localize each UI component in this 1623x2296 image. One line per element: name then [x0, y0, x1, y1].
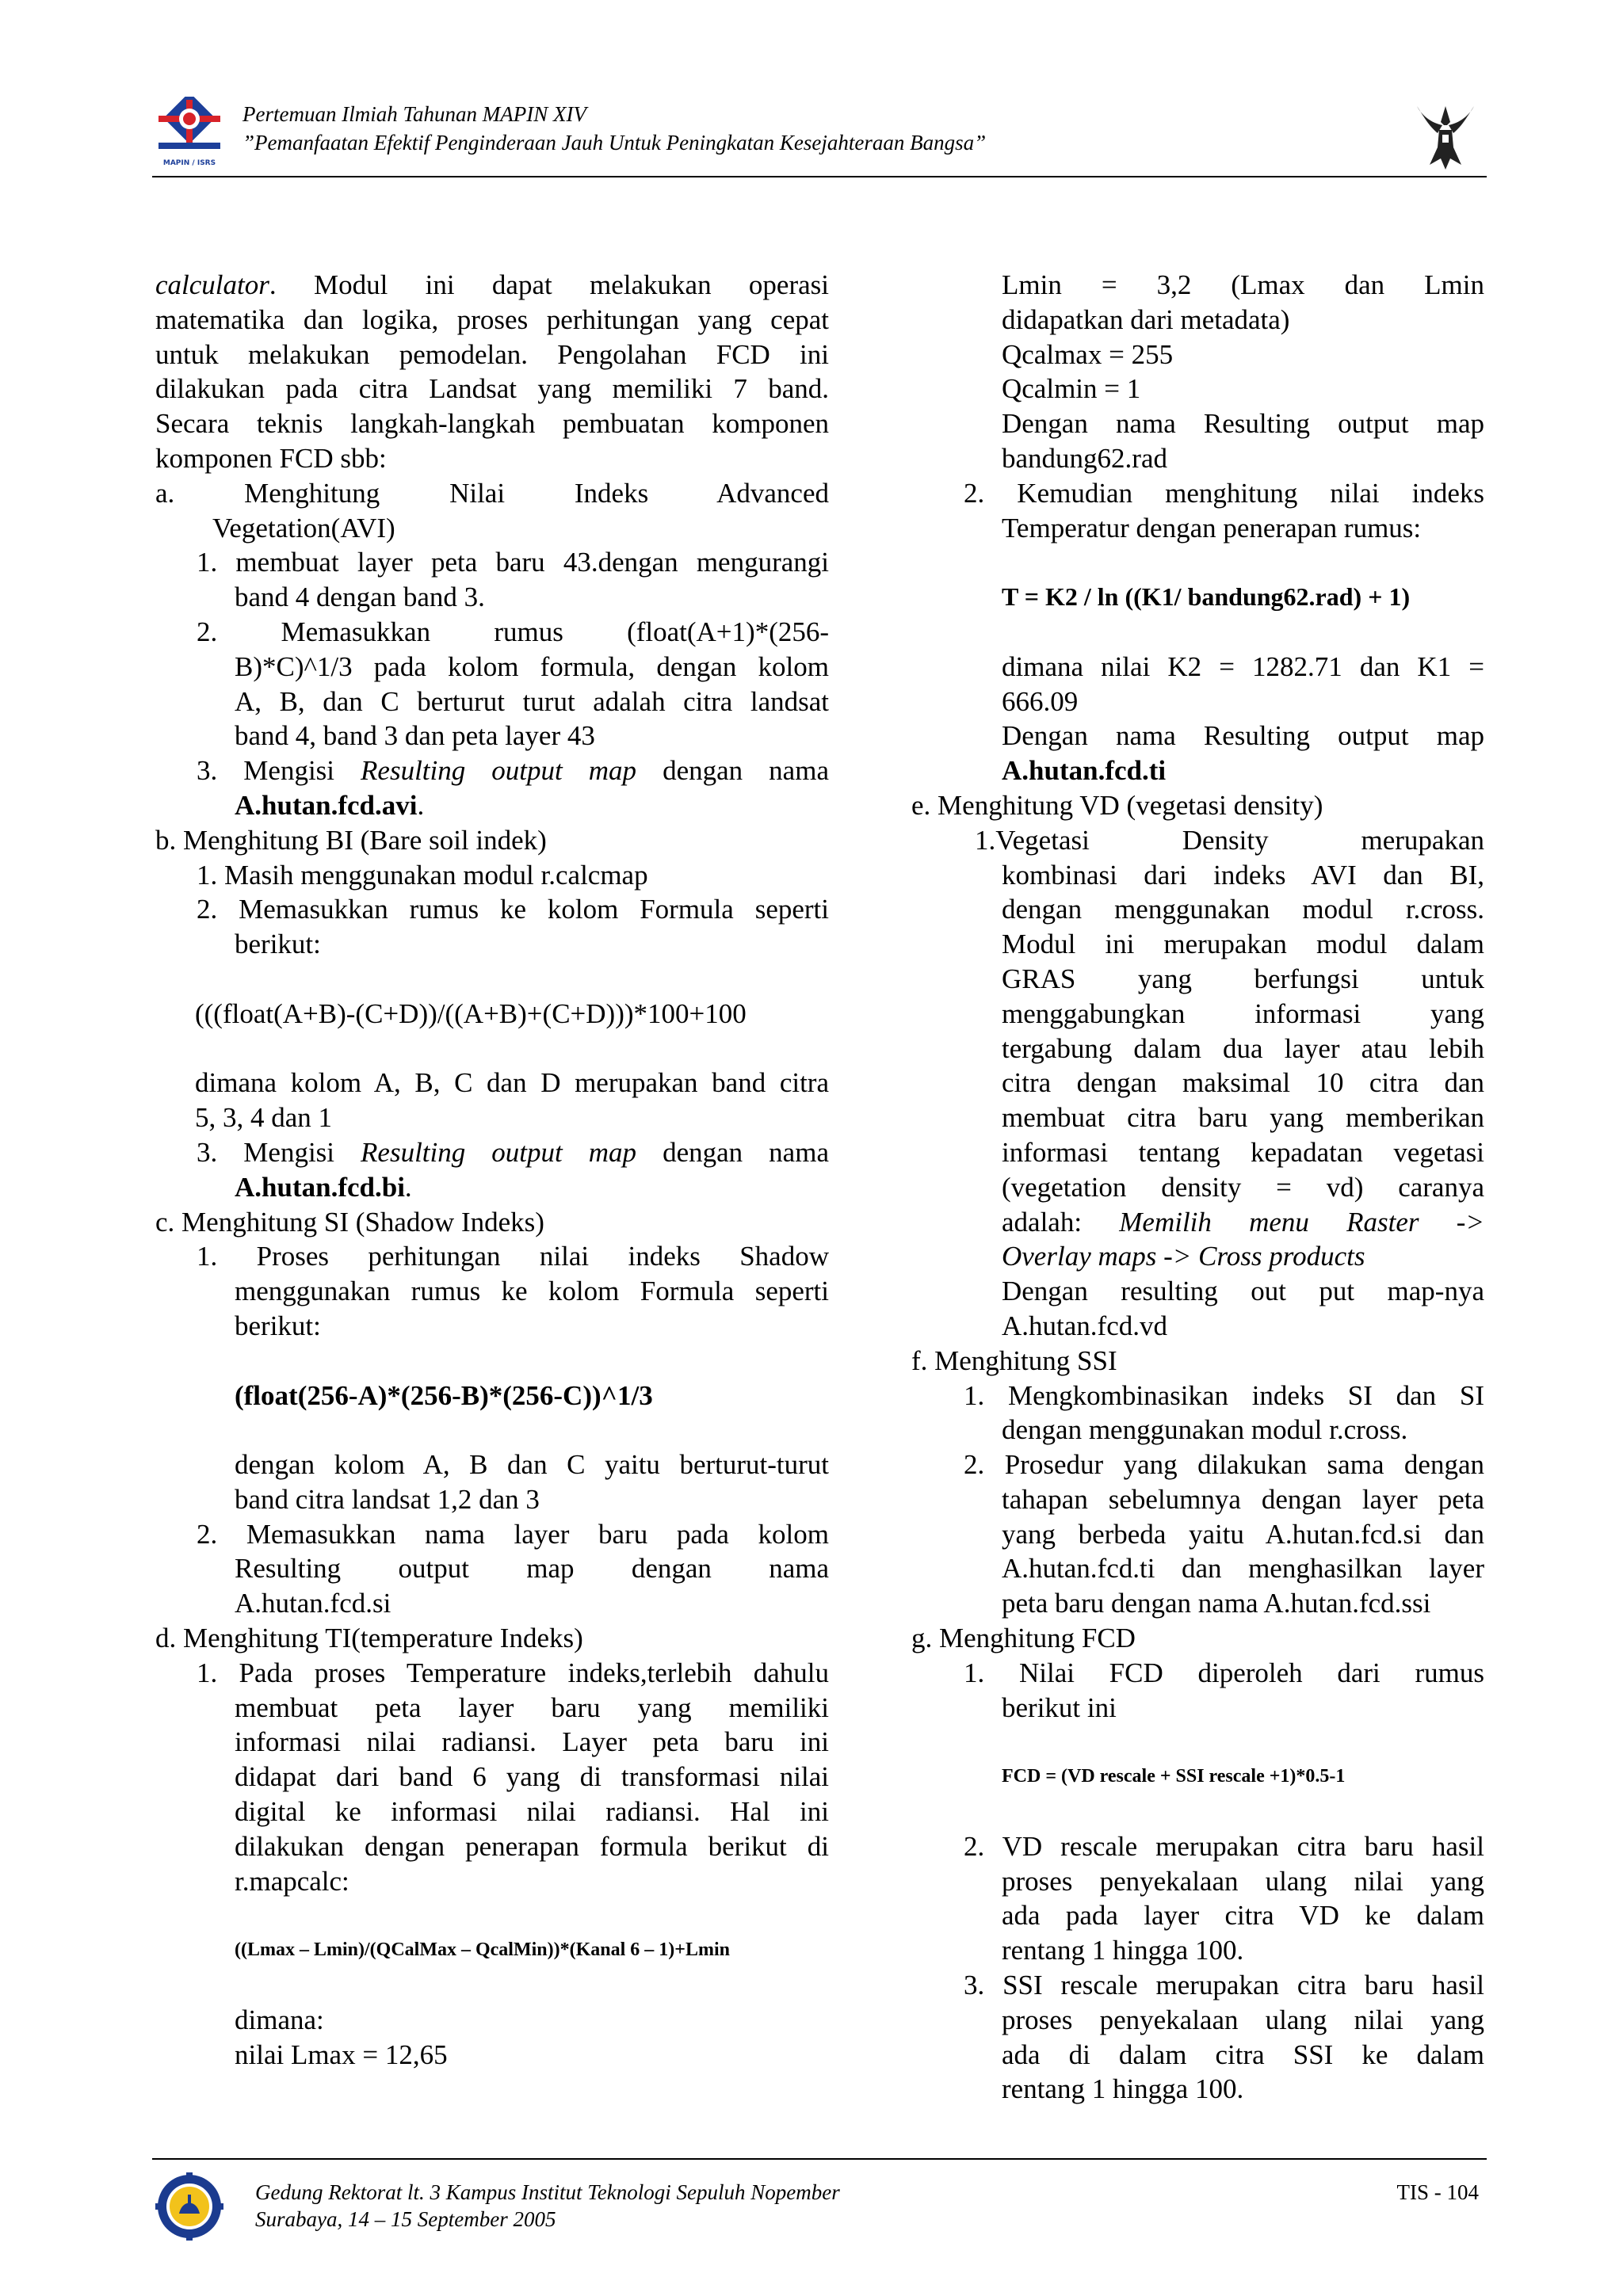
list-item-cont: band 4, band 3 dan peta layer 43 [235, 720, 595, 752]
list-item-cont: dilakukan dengan penerapan formula berikut di [235, 1830, 829, 1862]
paragraph-line: dengan kolom A, B dan C yaitu berturut-turut [235, 1449, 829, 1481]
conference-title: Pertemuan Ilmiah Tahunan MAPIN XIV [242, 102, 586, 126]
list-item-cont: kombinasi dari indeks AVI dan BI, [1002, 859, 1484, 891]
list-item-cont: didapat dari band 6 yang di transformasi nilai [235, 1761, 829, 1793]
list-item-cont: ada pada layer citra VD ke dalam [1002, 1900, 1484, 1932]
paragraph-line: band citra landsat 1,2 dan 3 [235, 1483, 540, 1515]
list-item-cont: A.hutan.fcd.vd [1002, 1310, 1167, 1341]
list-item: 2. Memasukkan rumus ke kolom Formula seperti [197, 894, 829, 925]
spacer [155, 1032, 829, 1066]
paragraph-line: dimana kolom A, B, C dan D merupakan band citra [195, 1067, 829, 1099]
header-rule [152, 176, 1487, 177]
list-item-cont: membuat peta layer baru yang memiliki [235, 1691, 829, 1723]
paragraph-line: Dengan nama Resulting output map [1002, 408, 1484, 440]
spacer [911, 1794, 1484, 1829]
formula: ((Lmax – Lmin)/(QCalMax – QcalMin))*(Kanal 6 – 1)+Lmin [235, 1939, 730, 1961]
list-item-cont: tergabung dalam dua layer atau lebih [1002, 1032, 1484, 1064]
paragraph-line: didapatkan dari metadata) [1002, 303, 1290, 335]
right-column [911, 268, 1484, 2107]
formula: FCD = (VD rescale + SSI rescale +1)*0.5-1 [1002, 1766, 1346, 1787]
list-item: 1. membuat layer peta baru 43.dengan mengurangi [197, 547, 829, 578]
list-item: 3. SSI rescale merupakan citra baru hasil [964, 1970, 1484, 2001]
footer-address [255, 2179, 840, 2233]
list-item-cont: dengan menggunakan modul r.cross. [1002, 1414, 1408, 1446]
text: dengan nama [636, 1136, 829, 1168]
spacer [911, 1725, 1484, 1760]
list-item: 2. Memasukkan rumus (float(A+1)*(256- [197, 616, 829, 647]
text: adalah: [1002, 1206, 1120, 1238]
list-item-cont: band 4 dengan band 3. [235, 582, 485, 613]
paragraph-line: Lmin = 3,2 (Lmax dan Lmin [1002, 269, 1484, 300]
paragraph-line: 5, 3, 4 dan 1 [195, 1102, 333, 1134]
list-item-cont: proses penyekalaan ulang nilai yang [1002, 1865, 1484, 1897]
section-a-heading-cont: Vegetation(AVI) [212, 512, 395, 543]
conference-theme: ”Pemanfaatan Efektif Penginderaan Jauh Untuk Peningkatan Kesejahteraan Bangsa” [242, 131, 987, 154]
text: . Modul ini dapat melakukan operasi [269, 269, 829, 300]
section-a-heading: a. Menghitung Nilai Indeks Advanced [155, 477, 829, 509]
list-item: 2. Memasukkan nama layer baru pada kolom [197, 1518, 829, 1550]
list-item: 2. Kemudian menghitung nilai indeks [964, 477, 1484, 509]
paragraph-line: bandung62.rad [1002, 442, 1167, 474]
list-item-cont: informasi tentang kepadatan vegetasi [1002, 1136, 1484, 1168]
list-item: 1. Nilai FCD diperoleh dari rumus [964, 1657, 1484, 1688]
paragraph-line: Dengan nama Resulting output map [1002, 720, 1484, 752]
list-item-cont: Dengan resulting out put map-nya [1002, 1276, 1484, 1307]
list-item-cont: membuat citra baru yang memberikan [1002, 1102, 1484, 1134]
list-item-cont: Temperatur dengan penerapan rumus: [1002, 512, 1422, 543]
list-item: 1. Pada proses Temperature indeks,terlebih dahulu [197, 1657, 829, 1688]
section-c-heading: c. Menghitung SI (Shadow Indeks) [155, 1206, 544, 1238]
formula: (((float(A+B)-(C+D))/((A+B)+(C+D)))*100+100 [195, 997, 747, 1029]
list-item-cont: menggunakan rumus ke kolom Formula seperti [235, 1276, 829, 1307]
list-item [155, 753, 829, 788]
list-item-cont: ada di dalam citra SSI ke dalam [1002, 2039, 1484, 2070]
garuda-emblem-icon [1412, 98, 1479, 174]
paragraph-line: Qcalmax = 255 [1002, 338, 1174, 370]
list-item-cont: menggabungkan informasi yang [1002, 997, 1484, 1029]
its-logo-icon [155, 2172, 223, 2241]
list-item: 2. VD rescale merupakan citra baru hasil [964, 1830, 1484, 1862]
list-item-cont: peta baru dengan nama A.hutan.fcd.ssi [1002, 1588, 1431, 1619]
list-item-cont: berikut: [235, 1310, 321, 1341]
paragraph-line: dimana: [235, 2004, 324, 2035]
page-header [152, 92, 1487, 177]
page-number: TIS - 104 [1396, 2180, 1479, 2204]
list-item-cont: B)*C)^1/3 pada kolom formula, dengan kolom [235, 650, 829, 682]
paragraph-line: untuk melakukan pemodelan. Pengolahan FCD ini [155, 338, 829, 370]
section-e-heading: e. Menghitung VD (vegetasi density) [911, 789, 1323, 821]
italic-term: Resulting output map [361, 1136, 637, 1168]
text: . [417, 789, 425, 821]
list-item-cont: dengan menggunakan modul r.cross. [1002, 894, 1484, 925]
list-item-cont: Resulting output map dengan nama [235, 1553, 829, 1585]
list-item-cont [911, 1205, 1484, 1240]
list-item-cont: proses penyekalaan ulang nilai yang [1002, 2004, 1484, 2035]
paragraph-line: dimana nilai K2 = 1282.71 dan K1 = [1002, 650, 1484, 682]
list-item [155, 1135, 829, 1170]
formula: T = K2 / ln ((K1/ bandung62.rad) + 1) [1002, 582, 1411, 612]
list-item-cont: r.mapcalc: [235, 1865, 349, 1897]
list-item-cont: berikut: [235, 929, 321, 960]
output-name: A.hutan.fcd.ti [1002, 755, 1167, 787]
formula: (float(256-A)*(256-B)*(256-C))^1/3 [235, 1379, 653, 1411]
text: . [404, 1171, 412, 1203]
section-g-heading: g. Menghitung FCD [911, 1623, 1136, 1654]
spacer [155, 1898, 829, 1933]
section-b-heading: b. Menghitung BI (Bare soil indek) [155, 824, 547, 856]
spacer [155, 1968, 829, 2003]
list-item-cont: A, B, dan C berturut turut adalah citra landsat [235, 685, 829, 717]
list-item-cont: GRAS yang berfungsi untuk [1002, 963, 1484, 994]
list-item-cont: rentang 1 hingga 100. [1002, 2073, 1244, 2105]
page-footer [152, 2158, 1487, 2245]
footer-rule [152, 2158, 1487, 2160]
output-name: A.hutan.fcd.avi [235, 789, 418, 821]
text: 3. Mengisi [197, 1136, 361, 1168]
list-item-cont: tahapan sebelumnya dengan layer peta [1002, 1483, 1484, 1515]
footer-date: Surabaya, 14 – 15 September 2005 [255, 2207, 556, 2231]
list-item-cont: citra dengan maksimal 10 citra dan [1002, 1067, 1484, 1099]
list-item-cont: rentang 1 hingga 100. [1002, 1935, 1244, 1966]
italic-term: Overlay maps -> Cross products [1002, 1241, 1365, 1272]
paragraph-line: matematika dan logika, proses perhitungan yang cepat [155, 303, 829, 335]
italic-term: Memilih menu Raster -> [1119, 1206, 1484, 1238]
header-text [242, 100, 986, 157]
spacer [911, 615, 1484, 650]
list-item-cont: berikut ini [1002, 1691, 1117, 1723]
paragraph-line: komponen FCD sbb: [155, 442, 387, 474]
list-item-cont: digital ke informasi nilai radiansi. Hal ini [235, 1796, 829, 1828]
left-column [155, 268, 829, 2072]
paragraph-line: nilai Lmax = 12,65 [235, 2039, 448, 2070]
list-item-cont [911, 1239, 1484, 1274]
output-name: A.hutan.fcd.bi [235, 1171, 405, 1203]
list-item-cont: A.hutan.fcd.si [235, 1588, 391, 1619]
list-item-cont: Modul ini merupakan modul dalam [1002, 929, 1484, 960]
list-item-cont: yang berbeda yaitu A.hutan.fcd.si dan [1002, 1518, 1484, 1550]
list-item-cont [155, 1170, 829, 1205]
list-item-cont: A.hutan.fcd.ti dan menghasilkan layer [1002, 1553, 1484, 1585]
spacer [155, 1344, 829, 1379]
section-d-heading: d. Menghitung TI(temperature Indeks) [155, 1623, 583, 1654]
paragraph-line: 666.09 [1002, 685, 1079, 717]
text: 3. Mengisi [197, 755, 361, 787]
list-item: 1. Mengkombinasikan indeks SI dan SI [964, 1379, 1484, 1411]
text: dengan nama [636, 755, 829, 787]
list-item: 1. Masih menggunakan modul r.calcmap [197, 859, 648, 891]
list-item-cont: informasi nilai radiansi. Layer peta baru ini [235, 1726, 829, 1758]
list-item-cont: (vegetation density = vd) caranya [1002, 1171, 1484, 1203]
paragraph-line [155, 268, 829, 303]
section-f-heading: f. Menghitung SSI [911, 1344, 1117, 1376]
paragraph-line: Qcalmin = 1 [1002, 373, 1141, 405]
italic-term: calculator [155, 269, 269, 300]
list-item: 2. Prosedur yang dilakukan sama dengan [964, 1449, 1484, 1481]
spacer [155, 1413, 829, 1447]
paragraph-line: Secara teknis langkah-langkah pembuatan komponen [155, 408, 829, 440]
list-item: 1. Proses perhitungan nilai indeks Shadow [197, 1241, 829, 1272]
spacer [911, 545, 1484, 580]
spacer [155, 962, 829, 997]
mapin-logo-icon [155, 97, 223, 176]
footer-venue: Gedung Rektorat lt. 3 Kampus Institut Teknologi Sepuluh Nopember [255, 2180, 840, 2204]
italic-term: Resulting output map [361, 755, 637, 787]
mapin-logo-text: MAPIN / ISRS [162, 159, 216, 167]
list-item-cont [155, 788, 829, 823]
list-item: 1.Vegetasi Density merupakan [975, 824, 1484, 856]
paragraph-line: dilakukan pada citra Landsat yang memiliki 7 band. [155, 373, 829, 405]
